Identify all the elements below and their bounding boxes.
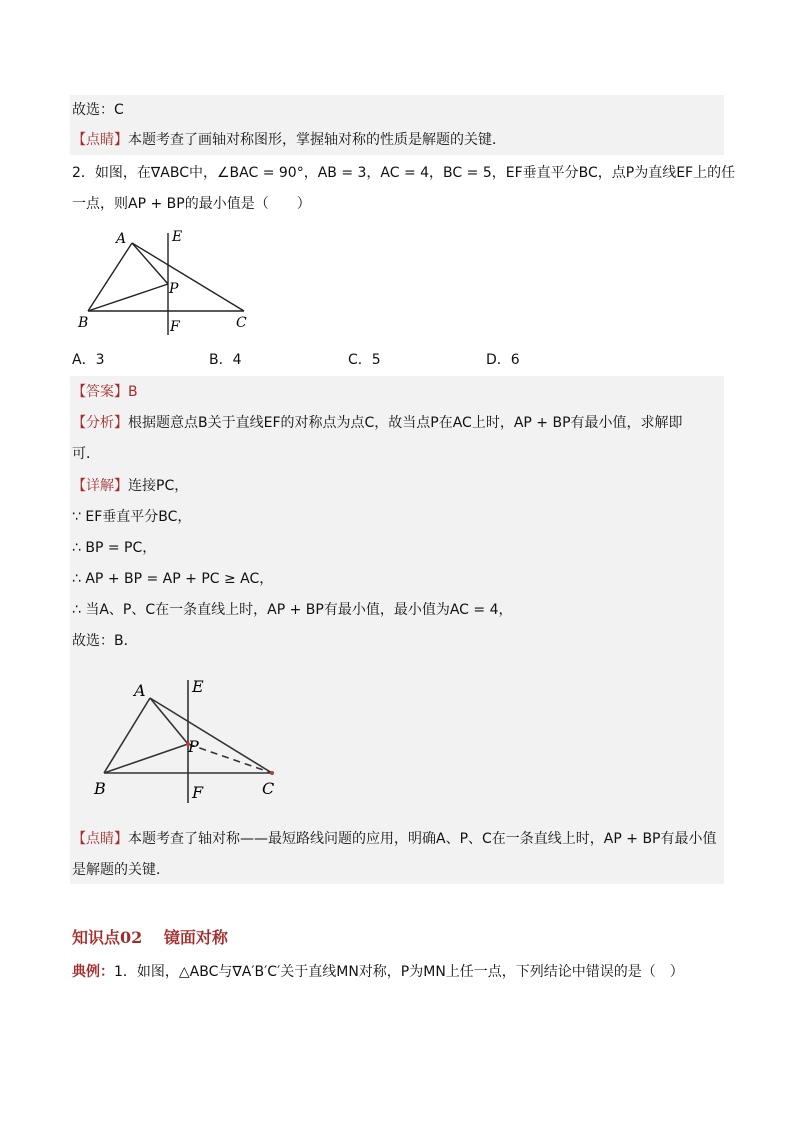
q2-figure-2 xyxy=(88,670,308,820)
fig1-label-f: F xyxy=(170,319,180,335)
fig2-label-f: F xyxy=(192,783,204,802)
fig1-label-p: P xyxy=(169,281,179,297)
choice-a: A．3 xyxy=(72,352,105,368)
q2-analysis-line1: 【分析】根据题意点B关于直线EF的对称点为点C，故当点P在AC上时，AP + BP有最小值，求解即 xyxy=(72,415,683,431)
q2-detail-line1: 【详解】连接PC， xyxy=(72,478,189,494)
detail-tag: 【详解】 xyxy=(72,478,128,494)
example-line: 典例：1．如图，△ABC与∇A′B′C′关于直线MN对称，P为MN上任一点，下列结论中错误的是（ ） xyxy=(72,964,684,980)
q2-question-line1: 2．如图，在∇ABC中，∠BAC = 90°，AB = 3，AC = 4，BC = 5，EF垂直平分BC，点P为直线EF上的任 xyxy=(72,165,736,181)
q2-detail-line3: ∴ BP = PC， xyxy=(72,540,157,556)
fig2-label-a: A xyxy=(134,681,146,700)
q2-answer xyxy=(72,382,138,402)
example-tag: 典例： xyxy=(72,964,114,980)
q2-detail-line2: ∵ EF垂直平分BC， xyxy=(72,509,192,525)
q2-question-line2: 一点，则AP + BP的最小值是（ ） xyxy=(72,196,311,212)
q2-comment-line2: 是解题的关键． xyxy=(72,862,170,878)
analysis-tag: 【分析】 xyxy=(72,415,128,431)
q1-answer: 故选：C xyxy=(72,102,124,118)
choice-c: C．5 xyxy=(348,352,381,368)
q2-comment-line1: 【点睛】本题考查了轴对称——最短路线问题的应用，明确A、P、C在一条直线上时，AP + BP有最小值 xyxy=(72,831,717,847)
q2-detail-line6: 故选：B． xyxy=(72,633,138,649)
fig2-label-c: C xyxy=(262,779,275,798)
q1-comment: 【点睛】本题考查了画轴对称图形，掌握轴对称的性质是解题的关键． xyxy=(72,132,506,148)
fig1-label-c: C xyxy=(236,315,247,331)
fig1-label-b: B xyxy=(78,315,89,331)
fig2-label-p: P xyxy=(188,737,199,756)
section-title: 知识点02 镜面对称 xyxy=(72,928,228,947)
fig2-label-e: E xyxy=(192,677,204,696)
q1-comment-tag: 【点睛】 xyxy=(72,132,128,148)
fig1-label-a: A xyxy=(116,231,127,247)
choice-d: D．6 xyxy=(486,352,520,368)
answer-tag: 【答案】 xyxy=(72,384,128,400)
q2-detail-line5: ∴ 当A、P、C在一条直线上时，AP + BP有最小值，最小值为AC = 4， xyxy=(72,602,513,618)
q2-analysis-line2: 可． xyxy=(72,446,100,462)
fig1-label-e: E xyxy=(172,229,183,245)
fig2-label-b: B xyxy=(94,779,106,798)
answer-value: B xyxy=(128,384,138,400)
q2-figure-1 xyxy=(72,225,262,345)
choice-b: B．4 xyxy=(209,352,242,368)
q2-detail-line4: ∴ AP + BP = AP + PC ≥ AC， xyxy=(72,571,274,587)
q2-comment-tag: 【点睛】 xyxy=(72,831,128,847)
